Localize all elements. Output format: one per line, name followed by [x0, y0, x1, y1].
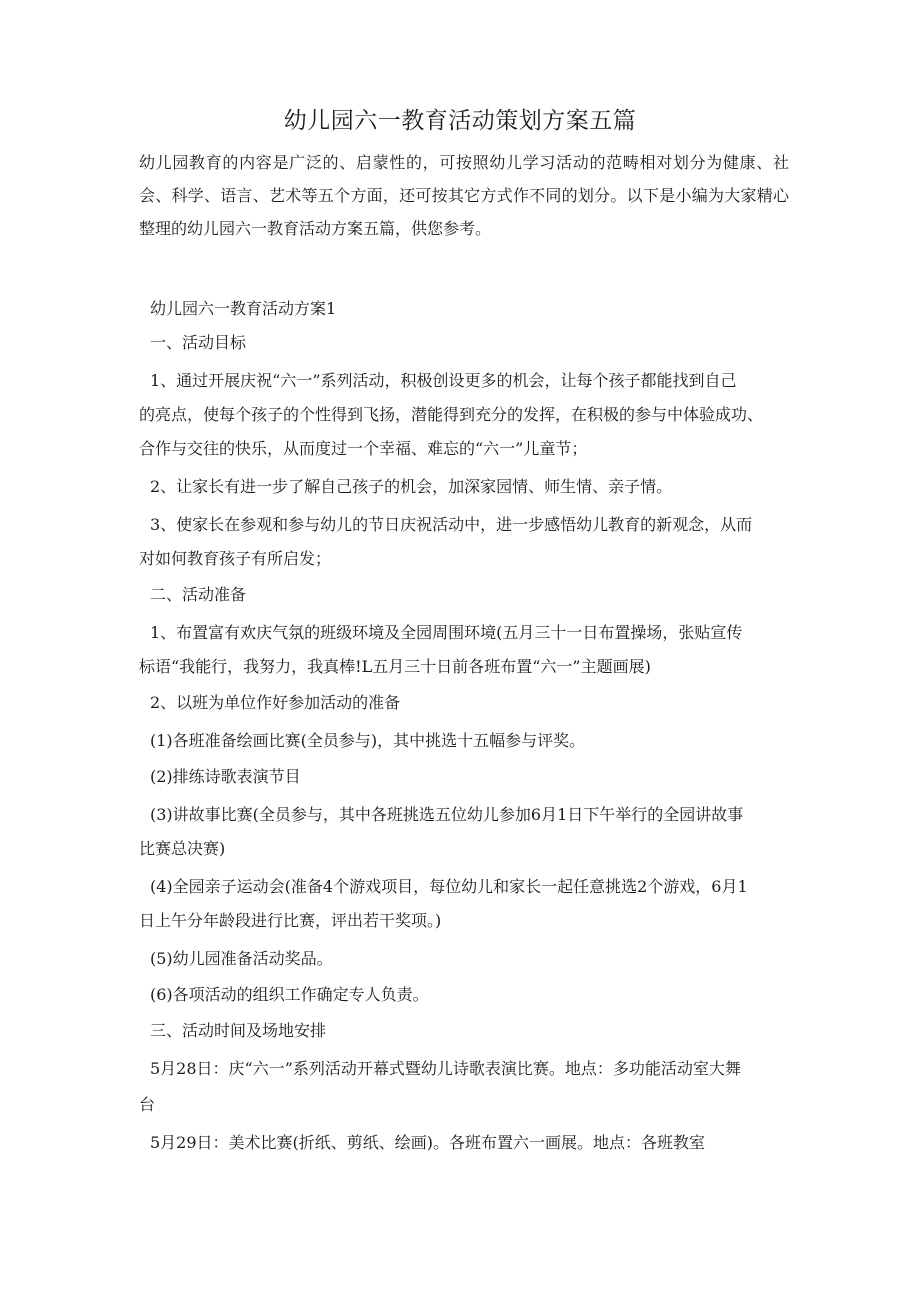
text-line: 1、通过开展庆祝“六一”系列活动，积极创设更多的机会，让每个孩子都能找到自己: [150, 371, 737, 390]
text-line: 标语“我能行，我努力，我真棒!L五月三十日前各班布置“六一”主题画展): [139, 657, 651, 676]
subsection-heading: 一、活动目标: [150, 333, 247, 352]
text-line: 比赛总决赛): [139, 839, 226, 858]
text-line: 5月28日：庆“六一”系列活动开幕式暨幼儿诗歌表演比赛。地点：多功能活动室大舞: [150, 1059, 741, 1078]
text-line: 日上午分年龄段进行比赛，评出若干奖项。): [139, 911, 442, 930]
text-line: (4)全园亲子运动会(准备4个游戏项目，每位幼儿和家长一起任意挑选2个游戏，6月1: [150, 877, 748, 896]
text-line: 台: [139, 1095, 156, 1114]
intro-paragraph: 幼儿园教育的内容是广泛的、启蒙性的，可按照幼儿学习活动的范畴相对划分为健康、社会、科学、语言、艺术等五个方面，还可按其它方式作不同的划分。以下是小编为大家精心整理的幼儿园六一教育活动方案五篇，供您参考。: [139, 153, 789, 238]
section-heading: 幼儿园六一教育活动方案1: [150, 299, 337, 318]
text-line: 3、使家长在参观和参与幼儿的节日庆祝活动中，进一步感悟幼儿教育的新观念，从而: [150, 515, 753, 534]
text-line: 合作与交往的快乐，从而度过一个幸福、难忘的“六一”儿童节；: [139, 439, 588, 458]
text-line: 2、让家长有进一步了解自己孩子的机会，加深家园情、师生情、亲子情。: [150, 477, 673, 496]
text-line: 2、以班为单位作好参加活动的准备: [150, 693, 401, 712]
subsection-heading: 三、活动时间及场地安排: [150, 1021, 327, 1040]
text-line: (6)各项活动的组织工作确定专人负责。: [150, 985, 429, 1004]
text-line: 对如何教育孩子有所启发；: [139, 549, 332, 568]
subsection-heading: 二、活动准备: [150, 585, 247, 604]
text-line: 的亮点，使每个孩子的个性得到飞扬，潜能得到充分的发挥，在积极的参与中体验成功、: [139, 405, 764, 424]
text-line: (2)排练诗歌表演节目: [150, 767, 301, 786]
document-title: 幼儿园六一教育活动策划方案五篇: [283, 108, 637, 134]
text-line: 5月29日：美术比赛(折纸、剪纸、绘画)。各班布置六一画展。地点：各班教室: [150, 1133, 706, 1152]
text-line: 1、布置富有欢庆气氛的班级环境及全园周围环境(五月三十一日布置操场，张贴宣传: [150, 623, 743, 642]
text-line: (1)各班准备绘画比赛(全员参与)，其中挑选十五幅参与评奖。: [150, 731, 586, 750]
text-line: (5)幼儿园准备活动奖品。: [150, 949, 333, 968]
text-line: (3)讲故事比赛(全员参与，其中各班挑选五位幼儿参加6月1日下午举行的全园讲故事: [150, 805, 744, 824]
